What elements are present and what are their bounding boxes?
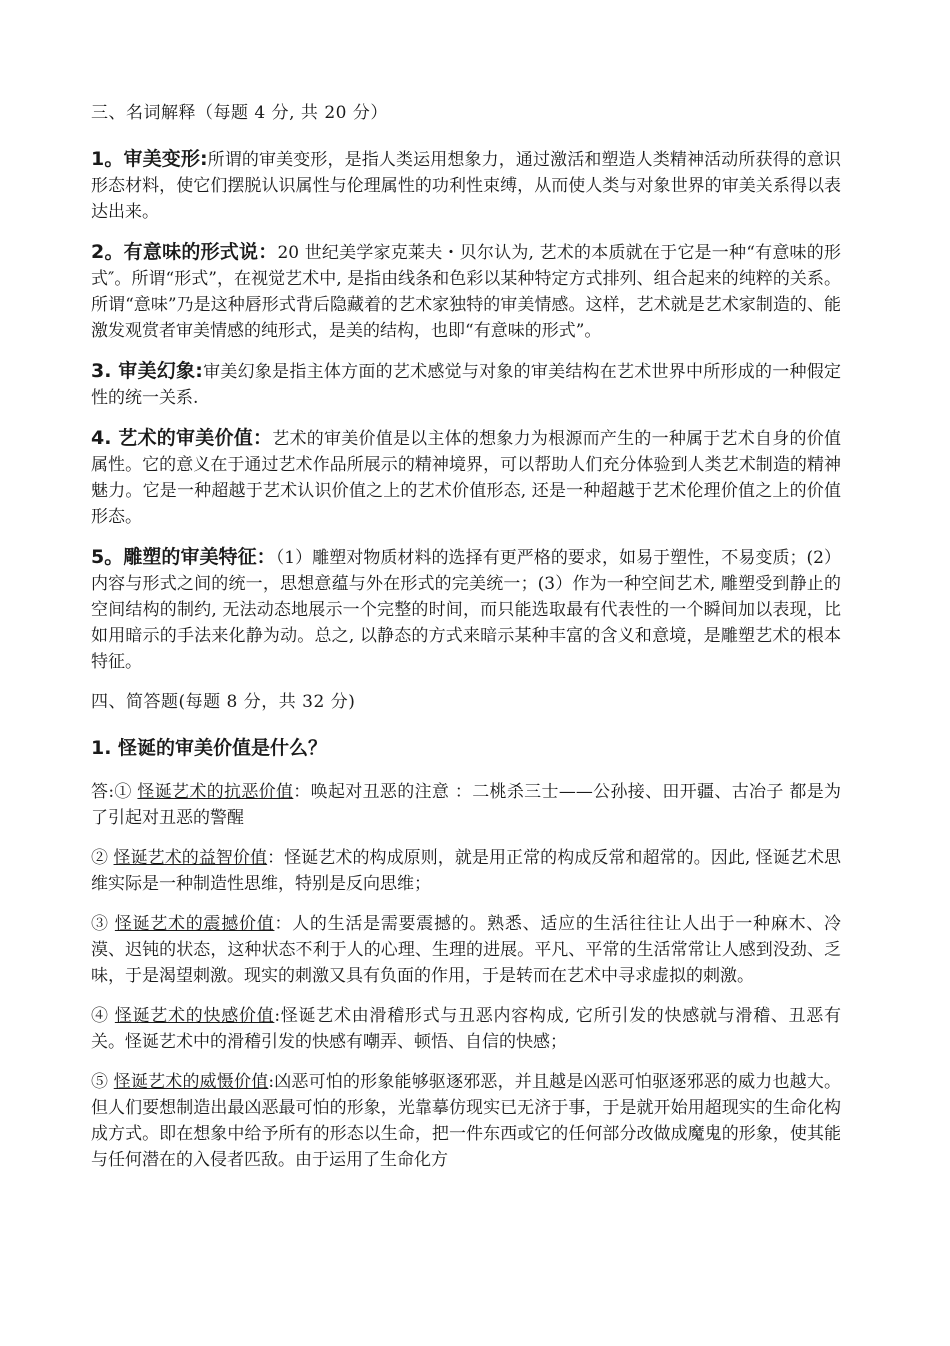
term-aesthetic-illusion [91,358,841,411]
term-label: 1。审美变形 [91,148,200,170]
answer-prefix: ⑤ [91,1072,114,1092]
answer-text: 人的生活是需要震撼的。熟悉、适应的生活往往让人出于一种麻木、冷漠、迟钝的状态，这种状态不利于人的心理、生理的进展。平凡、平常的生活常常让人感到没劲、乏味，于是渴望刺激。现实的刺激又具有负面的作用，于是转而在艺术中寻求虚拟的刺激。 [91,914,842,986]
answer-separator: : [268,1072,275,1092]
answer-item [91,845,841,897]
answer-prefix: ④ [91,1006,115,1026]
term-aesthetic-value [91,425,841,530]
answer-item [91,779,841,831]
answer-text: 怪诞艺术由滑稽形式与丑恶内容构成, 它所引发的快感就与滑稽、丑恶有关。怪诞艺术中的滑稽引发的快感有嘲弄、顿悟、自信的快感； [91,1006,842,1052]
term-aesthetic-deformation [91,146,841,225]
term-label: 3. 审美幻象 [91,360,196,382]
section-title-short-answer: 四、简答题(每题 8 分，共 32 分) [91,692,356,712]
answer-text: 唤起对丑恶的注意 ：二桃杀三士——公孙接、田开疆、古冶子 都是为了引起对丑恶的警醒 [91,782,842,828]
term-definition: 艺术的审美价值是以主体的想象力为根源而产生的一种属于艺术自身的价值属性。它的意义在于通过艺术作品所展示的精神境界，可以帮助人们充分体验到人类艺术制造的精神魅力。它是一种超越于艺术认识价值之上的艺术价值形态, 还是一种超越于艺术伦理价值之上的价值形态。 [91,429,841,527]
answer-label: 怪诞艺术的抗恶价值 [137,782,294,802]
term-separator: ： [256,546,276,568]
term-definition: 20 世纪美学家克莱夫・贝尔认为, 艺术的本质就在于它是一种“有意味的形式″。所谓“形式”，在视觉艺术中, 是指由线条和色彩以某种特定方式排列、组合起来的纯粹的关系。所谓“意味”乃是这种唇形式背后隐藏着的艺术家独特的审美情感。这样，艺术就是艺术家制造的、能激发观赏者审美情感的纯形式，是美的结构，也即“有意味的形式”。 [91,243,841,341]
term-separator: ： [253,427,273,449]
answer-prefix: ③ [91,914,115,934]
answer-separator: ： [274,914,293,934]
answer-separator: ： [267,848,285,868]
term-label: 4. 艺术的审美价值 [91,427,253,449]
answer-label: 怪诞艺术的益智价值 [113,848,268,868]
term-definition: 审美幻象是指主体方面的艺术感觉与对象的审美结构在艺术世界中所形成的一种假定性的统一关系. [91,362,842,408]
term-separator: ： [258,241,278,263]
answer-text: 凶恶可怕的形象能够驱逐邪恶，并且越是凶恶可怕驱逐邪恶的威力也越大。但人们要想制造出最凶恶最可怕的形象，光靠摹仿现实已无济于事，于是就开始用超现实的生命化构成方式。即在想象中给予所有的形态以生命，把一件东西或它的任何部分改做成魔鬼的形象，使其能与任何潜在的入侵者匹敌。由于运用了生命化方 [91,1072,842,1170]
term-label: 2。有意味的形式说 [91,241,259,263]
term-definition: （1）雕塑对物质材料的选择有更严格的要求，如易于塑性，不易变质；(2）内容与形式之间的统一，思想意蕴与外在形式的完美统一；(3）作为一种空间艺术, 雕塑受到静止的空间结构的制约, 无法动态地展示一个完整的时间，而只能选取最有代表性的一个瞬间加以表现，比如用暗示的手法来化静为动。总之, 以静态的方式来暗示某种丰富的含义和意境，是雕塑艺术的根本特征。 [91,548,841,672]
term-significant-form [91,239,841,344]
term-separator: : [199,148,208,170]
term-label: 5。雕塑的审美特征 [91,546,257,568]
answer-label: 怪诞艺术的快感价值 [114,1006,275,1026]
section-title-terms: 三、名词解释（每题 4 分, 共 20 分） [91,103,388,123]
answer-label: 怪诞艺术的威慑价值 [113,1072,269,1092]
answer-item [91,1003,841,1055]
answer-label: 怪诞艺术的震撼价值 [114,914,275,934]
answer-separator: : [274,1006,281,1026]
answer-prefix: 答:① [91,782,138,802]
answer-text: 怪诞艺术的构成原则，就是用正常的构成反常和超常的。因此, 怪诞艺术思维实际是一种制造性思维，特别是反向思维； [91,848,842,894]
answer-item [91,911,841,989]
document-page [91,100,841,1187]
answer-item [91,1069,841,1173]
term-sculpture-features [91,544,841,675]
question-title: 1. 怪诞的审美价值是什么？ [91,737,328,759]
answer-separator: ： [293,782,311,802]
answer-prefix: ② [91,848,114,868]
term-separator: : [195,360,203,382]
term-definition: 所谓的审美变形，是指人类运用想象力，通过激活和塑造人类精神活动所获得的意识形态材料，使它们摆脱认识属性与伦理属性的功利性束缚，从而使人类与对象世界的审美关系得以表达出来。 [91,150,841,222]
